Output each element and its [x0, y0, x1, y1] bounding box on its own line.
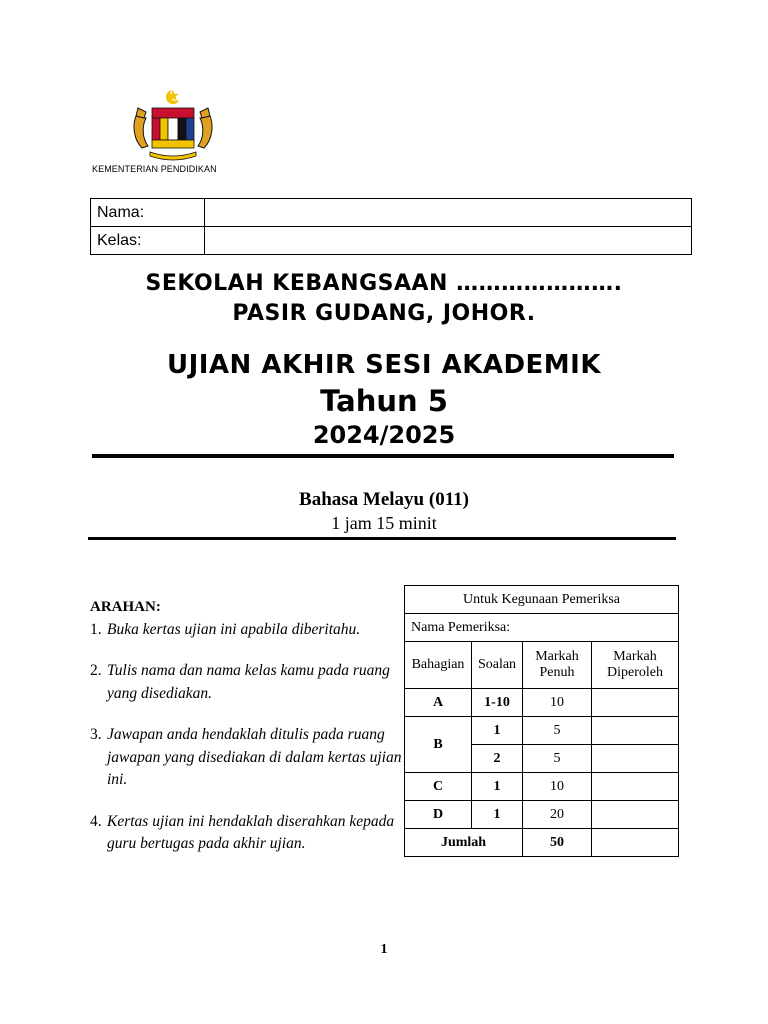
instruction-text: Tulis nama dan nama kelas kamu pada ruang yang disediakan. [107, 662, 390, 702]
question-cell: 2 [472, 745, 523, 773]
question-cell: 1-10 [472, 689, 523, 717]
instruction-number: 2. [90, 662, 102, 679]
ministry-label: KEMENTERIAN PENDIDIKAN [92, 164, 217, 174]
divider [92, 454, 674, 458]
instruction-item [90, 811, 410, 856]
divider [88, 537, 676, 540]
exam-title: UJIAN AKHIR SESI AKADEMIK [166, 350, 602, 380]
header-full-marks: Markah Penuh [523, 642, 592, 689]
examiner-table-title: Untuk Kegunaan Pemeriksa [405, 586, 679, 614]
total-row [405, 829, 679, 857]
total-label: Jumlah [405, 829, 523, 857]
section-cell: A [405, 689, 472, 717]
instruction-item [90, 619, 410, 642]
question-cell: 1 [472, 717, 523, 745]
table-row [405, 717, 679, 745]
coat-of-arms-logo [128, 88, 218, 164]
exam-duration: 1 jam 15 minit [331, 513, 437, 533]
year-level: Tahun 5 [320, 384, 448, 418]
question-cell: 1 [472, 801, 523, 829]
instruction-number: 1. [90, 620, 102, 638]
full-marks-cell: 5 [523, 745, 592, 773]
obtained-marks-cell[interactable] [592, 689, 679, 717]
table-row [405, 773, 679, 801]
obtained-marks-cell[interactable] [592, 801, 679, 829]
instruction-number: 3. [90, 726, 102, 743]
table-row [405, 801, 679, 829]
instruction-text: Jawapan anda hendaklah ditulis pada ruang jawapan yang disediakan di dalam kertas ujian ini. [107, 726, 402, 788]
instruction-item [90, 660, 410, 705]
examiner-table [404, 585, 679, 857]
name-field[interactable] [205, 199, 692, 227]
class-label: Kelas: [91, 227, 205, 255]
obtained-marks-cell[interactable] [592, 773, 679, 801]
examiner-name-label: Nama Pemeriksa: [405, 614, 679, 642]
obtained-marks-cell[interactable] [592, 717, 679, 745]
section-cell: D [405, 801, 472, 829]
obtained-marks-cell[interactable] [592, 745, 679, 773]
header-question: Soalan [472, 642, 523, 689]
class-field[interactable] [205, 227, 692, 255]
table-row [405, 689, 679, 717]
school-location: PASIR GUDANG, JOHOR. [232, 301, 536, 326]
full-marks-cell: 10 [523, 773, 592, 801]
instruction-text: Kertas ujian ini hendaklah diserahkan kepada guru bertugas pada akhir ujian. [107, 812, 395, 852]
total-obtained-cell[interactable] [592, 829, 679, 857]
name-row [91, 199, 692, 227]
header-marks-obtained: Markah Diperoleh [592, 642, 679, 689]
instructions-section [90, 596, 410, 875]
name-label: Nama: [91, 199, 205, 227]
instruction-item [90, 724, 410, 792]
total-value: 50 [523, 829, 592, 857]
academic-session: 2024/2025 [312, 421, 456, 449]
school-name: SEKOLAH KEBANGSAAN …………………. [145, 271, 623, 296]
question-cell: 1 [472, 773, 523, 801]
section-cell: B [405, 717, 472, 773]
full-marks-cell: 20 [523, 801, 592, 829]
instruction-text: Buka kertas ujian ini apabila diberitahu. [107, 620, 361, 638]
page-number: 1 [380, 942, 388, 957]
class-row [91, 227, 692, 255]
full-marks-cell: 10 [523, 689, 592, 717]
header-section: Bahagian [405, 642, 472, 689]
full-marks-cell: 5 [523, 717, 592, 745]
student-info-table [90, 198, 692, 255]
subject-title: Bahasa Melayu (011) [299, 489, 469, 510]
instruction-number: 4. [90, 812, 102, 830]
section-cell: C [405, 773, 472, 801]
instructions-title: ARAHAN: [90, 599, 161, 615]
